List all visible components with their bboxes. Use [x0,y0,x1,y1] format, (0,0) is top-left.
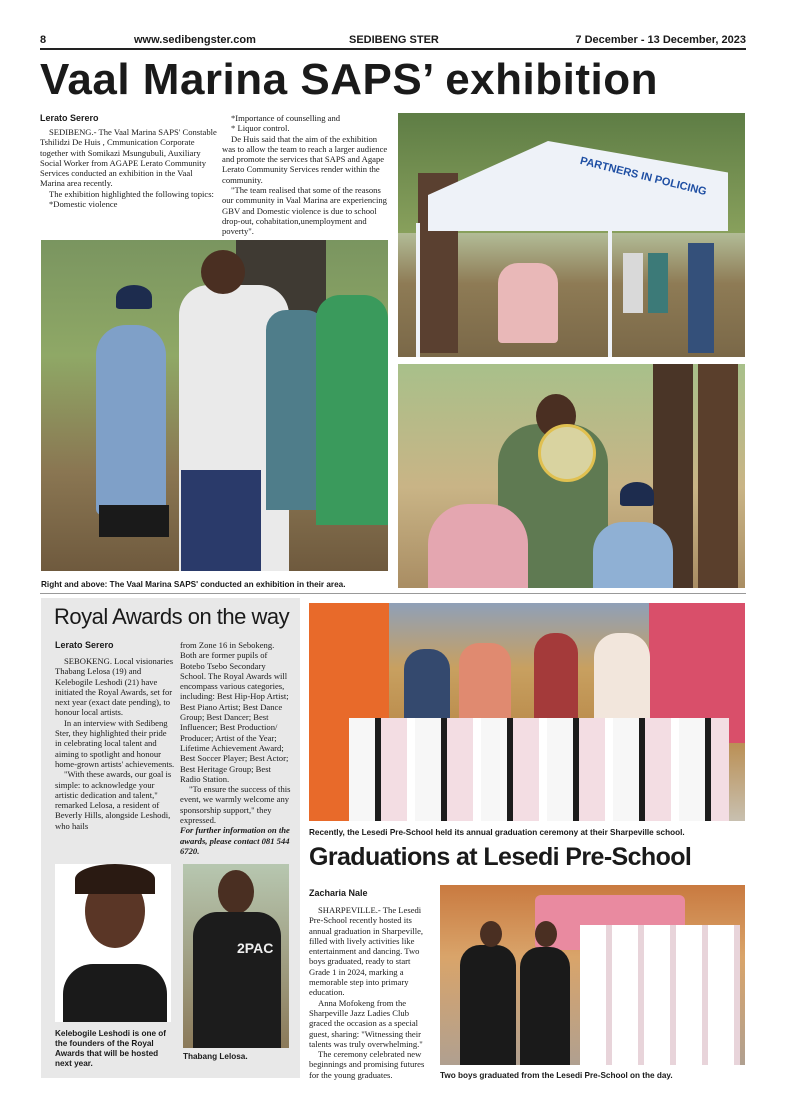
issue-date: 7 December - 13 December, 2023 [575,34,746,46]
police-cap [620,482,654,506]
story1-column-2 [222,113,392,237]
graduates-photo [440,885,745,1065]
man-green-shirt [316,295,388,525]
kelebogile-caption: Kelebogile Leshodi is one of the founders of the Royal Awards that will be hosted next year. [55,1029,166,1068]
byline: Lerato Serero [55,640,114,650]
paragraph: In an interview with Sedibeng Ster, they highlighted their pride in celebrating local talent and aiming to spotlight and honour home-grown artists' achievements. [55,717,175,769]
byline: Zacharia Nale [309,888,368,898]
black-top [63,964,167,1022]
paragraph: Anna Mofokeng from the Sharpeville Jazz Ladies Club graced the occasion as a special guest, sharing: "Witnessing their talents was truly overwhelming." [309,997,423,1049]
head [201,250,245,294]
tree-trunk [698,364,738,588]
adult [534,633,578,729]
story1-column-1 [40,127,218,209]
person-standing [648,253,668,313]
paragraph: De Huis said that the aim of the exhibition was to allow the team to reach a larger audience and promote the services that SAPS and Agape Lerato Community Services render within the community. [222,133,388,185]
woman-pink-top [428,504,528,588]
tent-photo [398,113,745,357]
prize-photo [398,364,745,588]
paragraph: SEBOKENG. Local visionaries Thabang Lelosa (19) and Kelebogile Leshodi (21) have initiated the Royal Awards, set for next year (exact date pending), to honour local artists. [55,656,174,718]
paragraph: The exhibition highlighted the following topics: [49,188,214,199]
paragraph: from Zone 16 in Sebokeng. Both are former pupils of Botebo Tsebo Secondary School. The Royal Awards will encompass various categories, including: Best Hip-Hop Artist; Best Piano Artist; Best Dance Group; Best Dancer; Best Influencer; Best Production/ Producer; Artist of the Year; Lifetime Achievement Award; Best Soccer Player; Best Actor; Best Heritage Group; Best Radio Station. [180,640,289,784]
thabang-portrait [183,864,289,1048]
paragraph: SEDIBENG.- The Vaal Marina SAPS' Constable Tshilidzi De Huis , Cmmunication Corporate together with Somikazi Msungubuli, Auxiliary Social Worker from AGAPE Lerato Community Services conducted an exhibition in the Vaal Marina area recently. [40,127,217,189]
paragraph: "To ensure the success of this event, we warmly welcome any sponsorship support," they expressed. [180,784,291,826]
page-number: 8 [40,34,47,46]
children-row [349,718,729,821]
kelebogile-portrait [55,864,171,1022]
police-officer-standing [688,243,714,353]
police-officer [96,325,166,515]
jeans [181,470,261,571]
graduate-gown [460,945,516,1065]
paragraph: *Importance of counselling and [231,113,341,123]
story3-body [309,905,431,1080]
paper-name: SEDIBENG STER [349,34,439,46]
contact-info: For further information on the awards, please contact 081 544 6720. [180,825,290,856]
paragraph: * Liquor control. [231,123,290,134]
paragraph: The ceremony celebrated new beginnings and promising futures for the young graduates. [309,1049,425,1080]
hair [75,864,155,894]
paragraph: *Domestic violence [49,199,118,210]
graduates-caption: Two boys graduated from the Lesedi Pre-School on the day. [440,1071,673,1080]
officer-group-photo [41,240,388,571]
tent-banner-text: PARTNERS IN POLICING [578,155,708,199]
headline-vaal-marina: Vaal Marina SAPS’ exhibition [40,55,658,104]
graduation-top-caption: Recently, the Lesedi Pre-School held its annual graduation ceremony at their Sharpeville school. [309,828,685,837]
story2-column-2 [180,640,292,856]
headline-graduations: Graduations at Lesedi Pre-School [309,843,692,871]
story2-column-1 [55,656,175,831]
paragraph: SHARPEVILLE.- The Lesedi Pre-School recently hosted its annual graduation in Sharpeville, filled with lively activities like entertainment and dancing. Two boys graduated, ready to start Grade 1 in 2024, marking a memorable step into primary education. [309,905,424,998]
police-cap [116,285,152,309]
tent-pole [608,223,612,357]
adult [459,643,511,723]
children-group [580,925,740,1065]
thabang-caption: Thabang Lelosa. [183,1052,248,1061]
graduate-gown [520,947,570,1065]
byline: Lerato Serero [40,113,99,123]
header-rule [40,48,746,50]
paragraph: "With these awards, our goal is simple: to acknowledge your artistic dedication and talent," remarked Lelosa, a resident of Beverly Hills, alongside Leshodi, who hails [55,769,172,831]
shirt-print-text: 2PAC [237,940,274,956]
head [480,921,502,947]
person-standing [623,253,643,313]
head [218,870,254,914]
headline-royal-awards: Royal Awards on the way [54,604,290,629]
tent-pole [416,223,420,357]
paragraph: "The team realised that some of the reasons our community in Vaal Marina are experiencing GBV and Domestic violence is due to school drop-out, cohabitation,unemployment and poverty". [222,185,387,237]
head [535,921,557,947]
boots [99,505,169,537]
black-tshirt [193,912,281,1048]
section-rule [40,593,746,594]
story1-caption: Right and above: The Vaal Marina SAPS' conducted an exhibition in their area. [41,580,346,589]
gift-basket [538,424,596,482]
police-officer-seated [593,522,673,588]
person-seated [498,263,558,343]
adult [404,649,450,729]
graduation-group-photo [309,603,745,821]
website-url[interactable]: www.sedibengster.com [134,34,256,46]
